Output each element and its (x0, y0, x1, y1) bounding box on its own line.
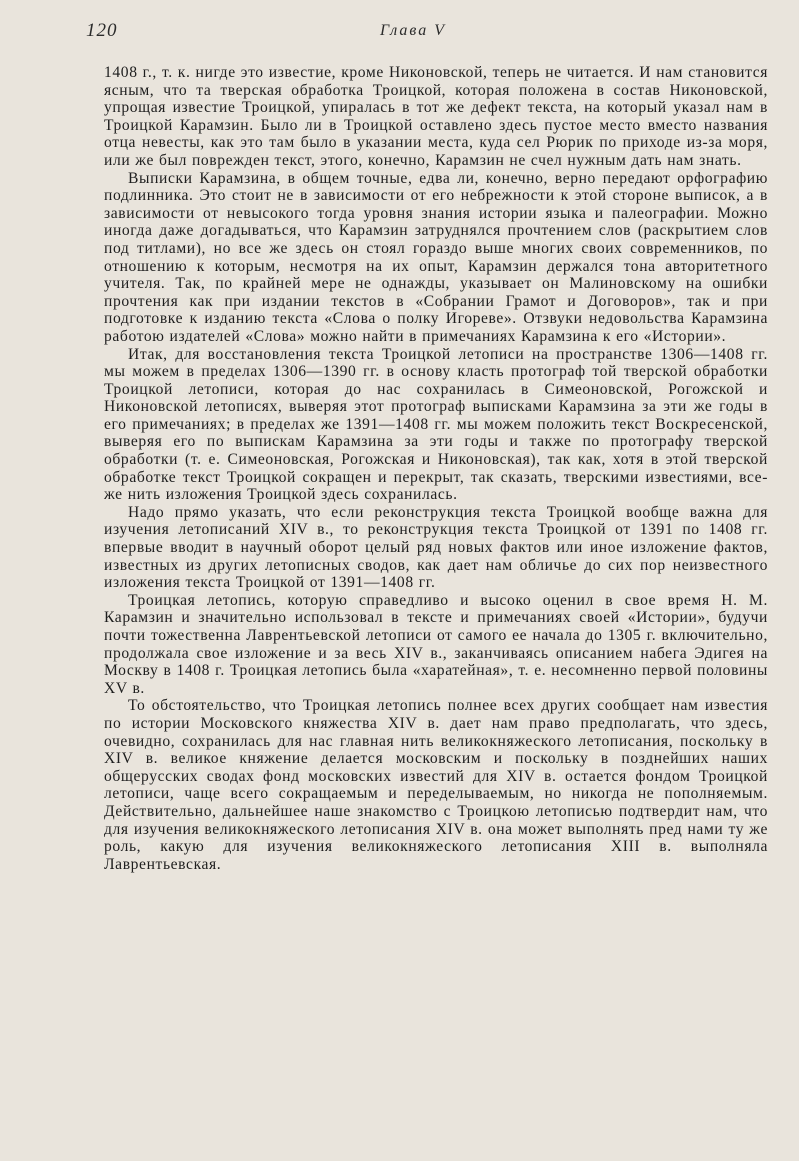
paragraph-trinity-chronicle: Троицкая летопись, которую справедливо и высоко оценил в свое время Н. М. Карамзин и значительно использовал в тексте и примечаниях своей «Истории», будучи почти тожественна Лаврентьевской летописи от самого ее начала до 1305 г. включительно, продолжала свое изложение и за весь XIV в., заканчиваясь описанием набега Эдигея на Москву в 1408 г. Троицкая летопись была «харатейная», т. е. несомненно первой половины XV в. (104, 591, 768, 697)
page-number: 120 (86, 20, 118, 41)
body-text (104, 64, 768, 873)
paragraph-continuation: 1408 г., т. к. нигде это известие, кроме Никоновской, теперь не читается. И нам становится ясным, что та тверская обработка Троицкой, которая положена в состав Никоновской, упрощая известие Троицкой, упиралась в тот же дефект текста, на который указал нам в Троицкой Карамзин. Было ли в Троицкой оставлено здесь пустое место вместо названия отца невесты, как это там было в указании места, куда сел Рюрик по приходе из-за моря, или же был поврежден текст, этого, конечно, Карамзин не счел нужным дать нам знать. (104, 64, 768, 169)
running-head: Глава V (380, 22, 447, 39)
paragraph-grand-ducal-chronicle: То обстоятельство, что Троицкая летопись полнее всех других сообщает нам известия по истории Московского княжества XIV в. дает нам право предполагать, что здесь, очевидно, сохранилась для нас главная нить великокняжеского летописания, поскольку в XIV в. великое княжение делается московским и поскольку в позднейших наших общерусских сводах фонд московских известий для XIV в. остается фондом Троицкой летописи, чаще всего сокращаемым и переделываемым, но никогда не пополняемым. Действительно, дальнейшее наше знакомство с Троицкою летописью подтвердит нам, что для изучения великокняжеского летописания XIV в. она может выполнять пред нами ту же роль, какую для изучения великокняжеского летописания XIII в. выполняла Лаврентьевская. (104, 697, 768, 873)
paragraph-karamzin-extracts: Выписки Карамзина, в общем точные, едва ли, конечно, верно передают орфографию подлинника. Это стоит не в зависимости от его небрежности к этой стороне выписок, а в зависимости от невысокого тогда уровня знания истории языка и палеографии. Можно иногда даже догадываться, что Карамзин затруднялся прочтением слов (раскрытием слов под титлами), но все же здесь он стоял гораздо выше многих своих современников, по отношению к которым, несмотря на их опыт, Карамзин держался тона авторитетного учителя. Так, по крайней мере не однажды, указывает он Малиновскому на ошибки прочтения как при издании текстов в «Собрании Грамот и Договоров», так и при подготовке к изданию текста «Слова о полку Игореве». Отзвуки недовольства Карамзина работою издателей «Слова» можно найти в примечаниях Карамзина к его «Истории». (104, 169, 768, 345)
page-header (0, 16, 799, 46)
paragraph-reconstruction-importance: Надо прямо указать, что если реконструкция текста Троицкой вообще важна для изучения летописаний XIV в., то реконструкция текста Троицкой от 1391 по 1408 гг. впервые вводит в научный оборот целый ряд новых фактов или иное изложение фактов, известных из других летописных сводов, как дает нам обличье до сих пор неизвестного изложения текста Троицкой от 1391—1408 гг. (104, 503, 768, 592)
paragraph-reconstruction-method: Итак, для восстановления текста Троицкой летописи на пространстве 1306—1408 гг. мы можем в пределах 1306—1390 гг. в основу класть протограф той тверской обработки Троицкой летописи, которая до нас сохранилась в Симеоновской, Рогожской и Никоновской летописях, выверяя этот протограф выписками Карамзина за эти же годы в его примечаниях; в пределах же 1391—1408 гг. мы можем положить текст Воскресенской, выверяя его по выпискам Карамзина за эти годы и также по протографу тверской обработки (т. е. Симеоновская, Рогожская и Никоновская), так как, хотя в этой тверской обработке текст Троицкой сокращен и перекрыт, так сказать, тверскими известиями, все-же нить изложения Троицкой здесь сохранилась. (104, 345, 768, 504)
